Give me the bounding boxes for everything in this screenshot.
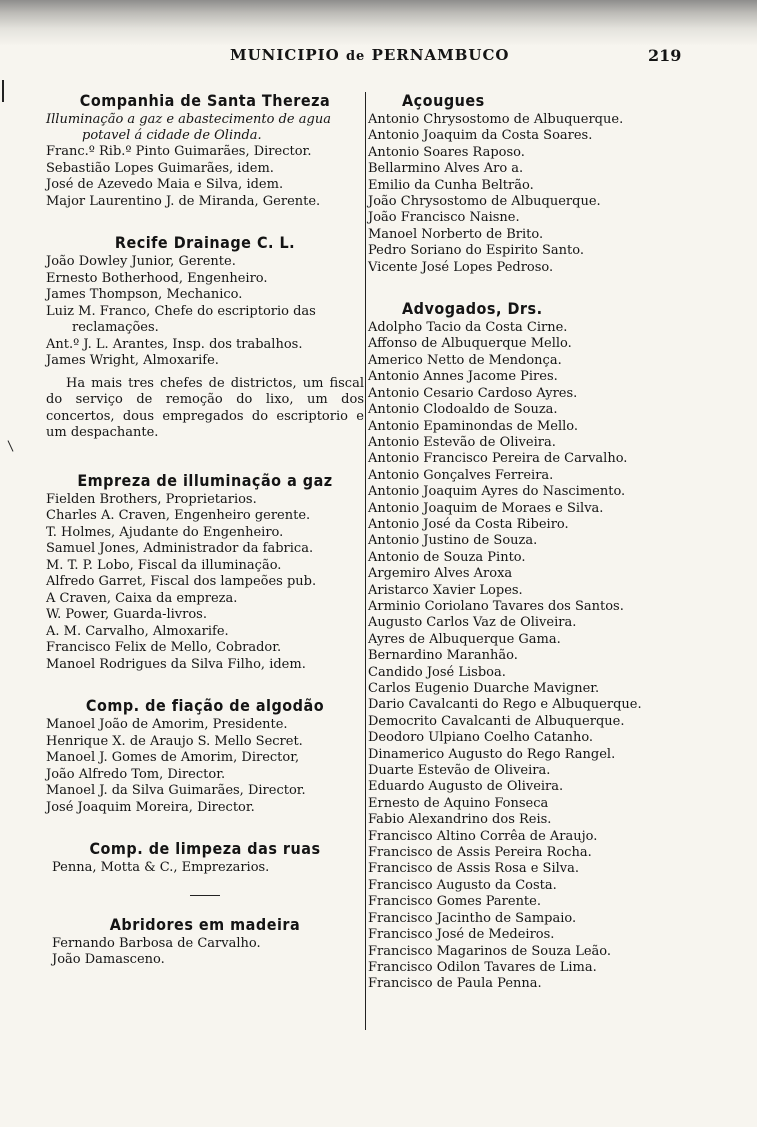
- list-item: Francisco de Assis Pereira Rocha.: [368, 845, 592, 861]
- section-santa-thereza: [46, 90, 364, 210]
- list-item: James Thompson, Mechanico.: [46, 287, 243, 302]
- list-item: James Wright, Almoxarife.: [46, 353, 219, 368]
- list-item: Affonso de Albuquerque Mello.: [368, 336, 572, 352]
- list-item: João Francisco Naisne.: [368, 210, 520, 226]
- section-paragraph: Ha mais tres chefes de districtos, um fiscal do serviço de remoção do lixo, um dos concertos, dous empregados do escriptorio e um despachante.: [46, 375, 364, 440]
- title-place: PERNAMBUCO: [371, 46, 510, 64]
- list-item: Alfredo Garret, Fiscal dos lampeões pub.: [46, 574, 317, 589]
- list-item: Antonio Joaquim Ayres do Nascimento.: [368, 484, 626, 500]
- list-item: Manoel J. da Silva Guimarães, Director.: [46, 783, 306, 798]
- section-heading: Recife Drainage C. L.: [114, 233, 296, 252]
- list-item: Francisco Gomes Parente.: [368, 894, 541, 910]
- list-item: João Alfredo Tom, Director.: [46, 766, 226, 782]
- list-item: Fabio Alexandrino dos Reis.: [368, 812, 552, 828]
- list-item: Americo Netto de Mendonça.: [368, 352, 562, 368]
- list-item: Candido José Lisboa.: [368, 664, 506, 680]
- section-heading: Empreza de illuminação a gaz: [77, 470, 333, 490]
- list-item: Sebastião Lopes Guimarães, idem.: [46, 160, 274, 176]
- list-item: Luiz M. Franco, Chefe do escriptorio das: [46, 303, 316, 319]
- list-item: Antonio Annes Jacome Pires.: [368, 369, 558, 385]
- list-item: Antonio Joaquim da Costa Soares.: [368, 128, 593, 144]
- list-item: Francisco Jacintho de Sampaio.: [368, 910, 577, 926]
- section-subtitle: potavel á cidade de Olinda.: [82, 128, 262, 143]
- list-item: Antonio Chrysostomo de Albuquerque.: [368, 112, 624, 127]
- list-item: Dinamerico Augusto do Rego Rangel.: [368, 746, 616, 762]
- list-item: Manoel Rodrigues da Silva Filho, idem.: [46, 656, 306, 672]
- section-acougues: [368, 90, 698, 276]
- section-limpeza: [46, 838, 364, 877]
- scan-top-edge: [0, 0, 757, 46]
- list-item: Duarte Estevão de Oliveira.: [368, 763, 551, 779]
- list-item: Francisco Altino Corrêa de Araujo.: [368, 828, 598, 844]
- list-item: reclamações.: [72, 320, 159, 335]
- list-item: Francisco de Paula Penna.: [368, 976, 542, 992]
- list-item: Antonio Francisco Pereira de Carvalho.: [368, 451, 628, 467]
- list-item: Antonio Cesario Cardoso Ayres.: [368, 385, 578, 401]
- list-item: Francisco de Assis Rosa e Silva.: [368, 861, 579, 877]
- margin-mark-top: [2, 80, 4, 102]
- list-item: Ernesto de Aquino Fonseca: [368, 795, 549, 811]
- list-item: Penna, Motta & C., Emprezarios.: [52, 860, 270, 875]
- list-item: José de Azevedo Maia e Silva, idem.: [46, 177, 284, 192]
- list-item: Francisco Augusto da Costa.: [368, 877, 557, 893]
- title-de: de: [345, 49, 366, 64]
- list-item: Fernando Barbosa de Carvalho.: [52, 935, 261, 951]
- section-subtitle: Illuminação a gaz e abastecimento de agua: [46, 112, 331, 127]
- list-item: M. T. P. Lobo, Fiscal da illuminação.: [46, 557, 282, 573]
- title-main: MUNICIPIO: [230, 46, 340, 64]
- list-item: Ayres de Albuquerque Gama.: [368, 631, 561, 647]
- list-item: Charles A. Craven, Engenheiro gerente.: [46, 508, 311, 523]
- section-heading: Comp. de fiação de algodão: [85, 696, 325, 715]
- section-heading: Abridores em madeira: [109, 914, 301, 934]
- list-item: José Joaquim Moreira, Director.: [46, 799, 255, 815]
- list-item: A Craven, Caixa da empreza.: [46, 590, 238, 606]
- list-item: Francisco José de Medeiros.: [368, 927, 555, 943]
- section-advogados: [368, 298, 698, 993]
- list-item: Antonio Justino de Souza.: [368, 533, 538, 549]
- list-item: Major Laurentino J. de Miranda, Gerente.: [46, 193, 321, 209]
- list-item: Fielden Brothers, Proprietarios.: [46, 491, 257, 507]
- list-item: João Damasceno.: [52, 952, 165, 967]
- section-fiacao: [46, 695, 364, 816]
- list-item: W. Power, Guarda-livros.: [46, 607, 207, 622]
- section-heading: Açougues: [402, 91, 485, 110]
- list-item: Antonio Epaminondas de Mello.: [368, 418, 578, 434]
- list-item: Antonio José da Costa Ribeiro.: [368, 516, 569, 532]
- list-item: Antonio de Souza Pinto.: [368, 549, 526, 565]
- list-item: Eduardo Augusto de Oliveira.: [368, 779, 564, 795]
- list-item: João Chrysostomo de Albuquerque.: [368, 194, 601, 210]
- list-item: Manoel João de Amorim, Presidente.: [46, 717, 288, 732]
- left-column: [46, 90, 364, 991]
- list-item: Manoel Norberto de Brito.: [368, 226, 544, 242]
- list-item: Democrito Cavalcanti de Albuquerque.: [368, 713, 625, 729]
- list-item: Henrique X. de Araujo S. Mello Secret.: [46, 733, 303, 749]
- list-item: Ant.º J. L. Arantes, Insp. dos trabalhos.: [46, 336, 303, 352]
- list-item: Francisco Odilon Tavares de Lima.: [368, 959, 597, 975]
- list-item: Antonio Joaquim de Moraes e Silva.: [368, 500, 604, 516]
- list-item: Antonio Soares Raposo.: [368, 144, 525, 160]
- section-heading: Advogados, Drs.: [402, 299, 543, 319]
- column-divider: [365, 92, 366, 1030]
- section-heading: Companhia de Santa Thereza: [79, 91, 331, 110]
- section-abridores: [46, 914, 364, 969]
- list-item: Franc.º Rib.º Pinto Guimarães, Director.: [46, 144, 312, 159]
- list-item: Antonio Gonçalves Ferreira.: [368, 467, 554, 483]
- list-item: Augusto Carlos Vaz de Oliveira.: [368, 615, 577, 631]
- page-number: 219: [648, 46, 682, 65]
- list-item: Argemiro Alves Aroxa: [368, 566, 513, 582]
- list-item: Emilio da Cunha Beltrão.: [368, 177, 534, 193]
- list-item: Manoel J. Gomes de Amorim, Director,: [46, 750, 300, 765]
- list-item: Ernesto Botherhood, Engenheiro.: [46, 270, 268, 286]
- section-rule: [190, 895, 220, 896]
- list-item: Francisco Magarinos de Souza Leão.: [368, 943, 612, 959]
- list-item: João Dowley Junior, Gerente.: [46, 254, 236, 269]
- list-item: Antonio Estevão de Oliveira.: [368, 434, 556, 450]
- running-title: [230, 46, 509, 64]
- margin-mark-middle: [8, 440, 14, 451]
- list-item: Antonio Clodoaldo de Souza.: [368, 402, 558, 418]
- list-item: Francisco Felix de Mello, Cobrador.: [46, 640, 282, 655]
- list-item: T. Holmes, Ajudante do Engenheiro.: [46, 524, 284, 540]
- right-column: [368, 90, 698, 1015]
- list-item: Bernardino Maranhão.: [368, 648, 518, 664]
- list-item: Dario Cavalcanti do Rego e Albuquerque.: [368, 697, 642, 713]
- list-item: Vicente José Lopes Pedroso.: [368, 259, 554, 275]
- list-item: Deodoro Ulpiano Coelho Catanho.: [368, 730, 594, 746]
- running-head: [0, 46, 757, 70]
- list-item: Bellarmino Alves Aro a.: [368, 161, 524, 177]
- section-illuminacao: [46, 470, 364, 674]
- list-item: Adolpho Tacio da Costa Cirne.: [368, 320, 568, 336]
- list-item: Arminio Coriolano Tavares dos Santos.: [368, 598, 624, 614]
- section-heading: Comp. de limpeza das ruas: [89, 839, 321, 858]
- list-item: Pedro Soriano do Espirito Santo.: [368, 243, 584, 259]
- section-recife-drainage: [46, 232, 364, 442]
- list-item: A. M. Carvalho, Almoxarife.: [46, 623, 229, 639]
- list-item: Samuel Jones, Administrador da fabrica.: [46, 541, 314, 556]
- list-item: Carlos Eugenio Duarche Mavigner.: [368, 681, 600, 696]
- list-item: Aristarco Xavier Lopes.: [368, 582, 523, 598]
